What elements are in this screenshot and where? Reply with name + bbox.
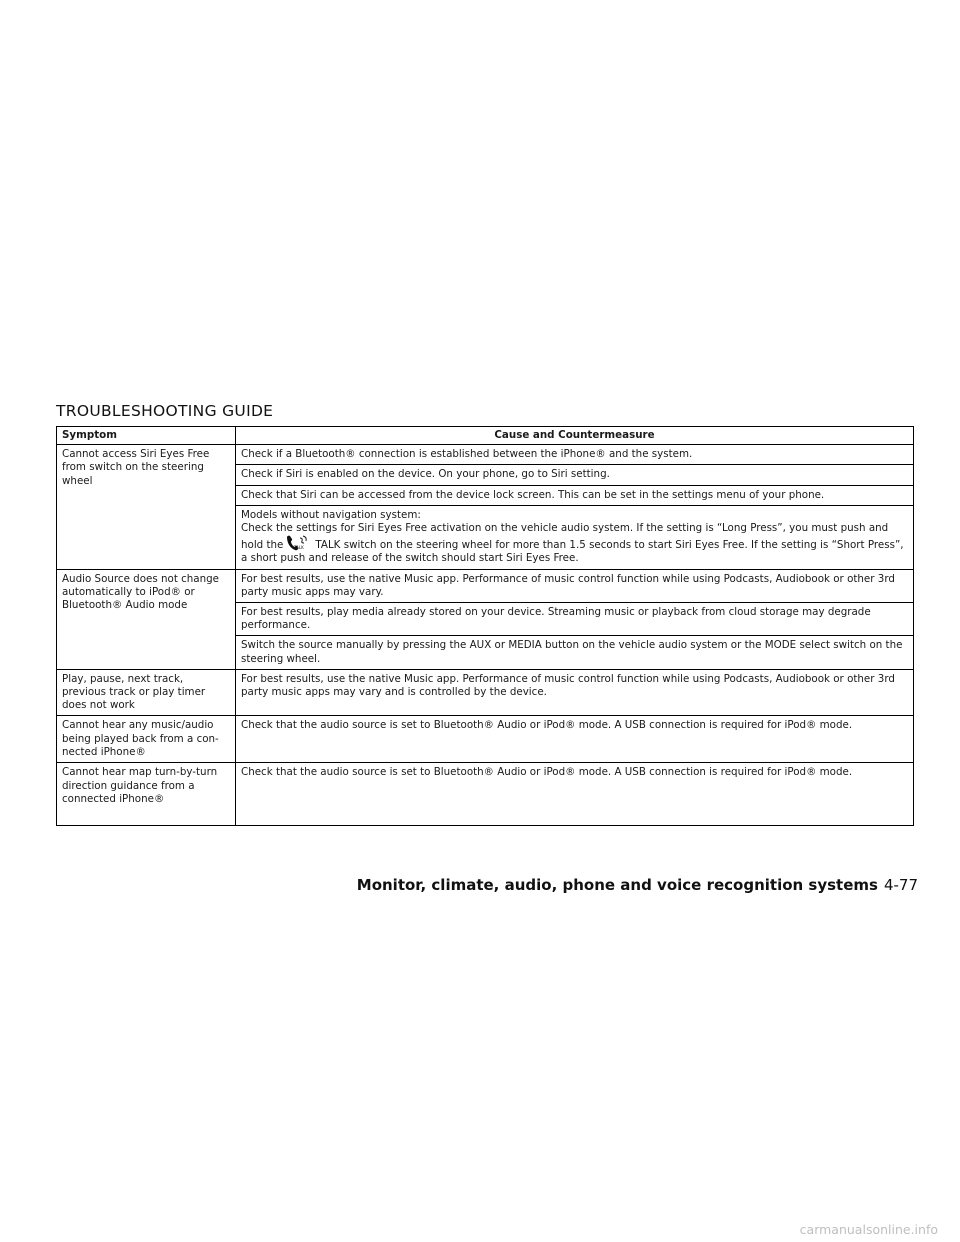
cause-text: hold the: [241, 539, 284, 552]
symptom-cell: Play, pause, next track, previous track or play timer does not work: [57, 669, 236, 716]
symptom-cell: Cannot hear map turn-by-turn direction guidance from a connected iPhone®: [57, 763, 236, 826]
cause-cell: Check that the audio source is set to Bluetooth® Audio or iPod® mode. A USB connection is required for iPod® mode.: [236, 716, 914, 763]
header-cause: Cause and Countermeasure: [236, 427, 914, 445]
cause-cell: Switch the source manually by pressing the AUX or MEDIA button on the vehicle audio system or the MODE select switch on the steering wheel.: [236, 636, 914, 669]
cause-text: TALK switch on the steering wheel for more than 1.5 seconds to start Siri Eyes Free. If the setting is “Short Press”,: [315, 539, 904, 552]
cause-cell: Check if a Bluetooth® connection is established between the iPhone® and the system.: [236, 445, 914, 465]
talk-switch-icon: [285, 535, 309, 551]
header-symptom: Symptom: [57, 427, 236, 445]
table-row: [57, 669, 914, 716]
cause-text: a short push and release of the switch should start Siri Eyes Free.: [241, 552, 579, 565]
cause-cell: Check if Siri is enabled on the device. On your phone, go to Siri setting.: [236, 465, 914, 485]
troubleshooting-table: [56, 426, 914, 826]
table-row: [57, 569, 914, 602]
table-row: [57, 763, 914, 826]
cause-text: Models without navigation system:: [241, 508, 421, 521]
table-row: [57, 716, 914, 763]
cause-text: Check the settings for Siri Eyes Free activation on the vehicle audio system. If the setting is “Long Press”, you must push and: [241, 522, 889, 535]
page-number: 4-77: [883, 876, 918, 894]
watermark: carmanualsonline.info: [799, 1222, 938, 1237]
cause-cell: Check that Siri can be accessed from the device lock screen. This can be set in the settings menu of your phone.: [236, 485, 914, 505]
cause-cell: For best results, use the native Music app. Performance of music control function while using Podcasts, Audiobook or other 3rd party music apps may vary and is controlled by the device.: [236, 669, 914, 716]
svg-text:TALK: TALK: [294, 545, 305, 551]
symptom-cell: Audio Source does not change automatically to iPod® or Bluetooth® Audio mode: [57, 569, 236, 669]
table-row: [57, 445, 914, 465]
cause-cell: For best results, play media already stored on your device. Streaming music or playback from cloud storage may degrade performance.: [236, 603, 914, 636]
symptom-cell: Cannot hear any music/audio being played back from a con-nected iPhone®: [57, 716, 236, 763]
page-footer: [357, 876, 918, 894]
cause-cell: Check that the audio source is set to Bluetooth® Audio or iPod® mode. A USB connection is required for iPod® mode.: [236, 763, 914, 826]
cause-cell: [236, 505, 914, 569]
chapter-title: Monitor, climate, audio, phone and voice recognition systems: [356, 876, 878, 894]
cause-cell: For best results, use the native Music app. Performance of music control function while using Podcasts, Audiobook or other 3rd party music apps may vary.: [236, 569, 914, 602]
section-title: TROUBLESHOOTING GUIDE: [56, 402, 274, 420]
table-header-row: [57, 427, 914, 445]
symptom-cell: Cannot access Siri Eyes Free from switch on the steering wheel: [57, 445, 236, 569]
